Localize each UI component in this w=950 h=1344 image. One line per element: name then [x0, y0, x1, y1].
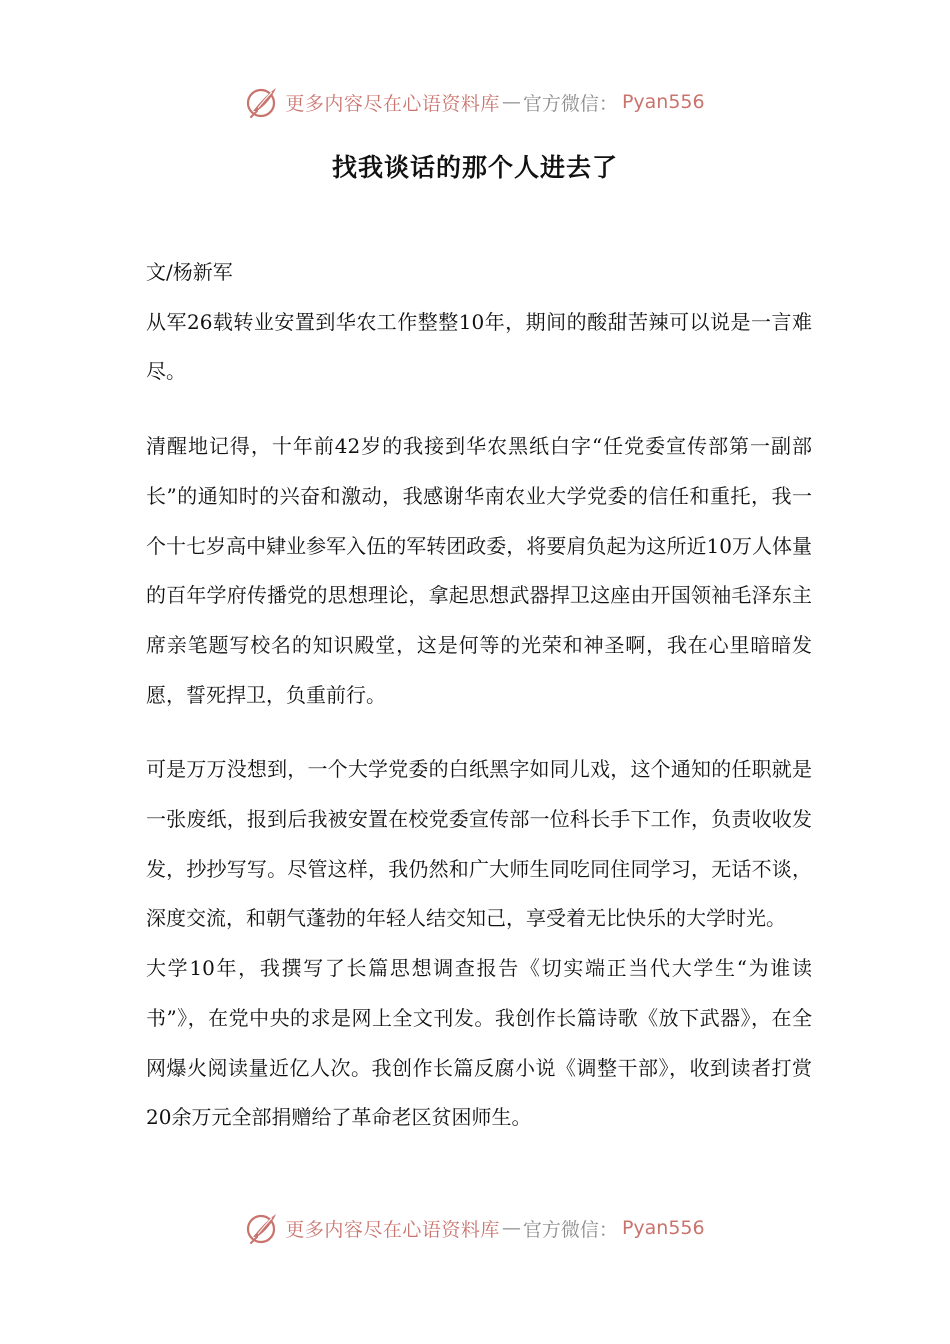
article-byline: 文/杨新军 — [146, 260, 233, 284]
banner-separator: — — [501, 91, 521, 113]
banner-main-text: 更多内容尽在心语资料库 — [285, 92, 500, 115]
footer-watermark-banner — [0, 1208, 950, 1248]
quill-pen-logo-icon — [245, 1210, 281, 1246]
banner-wechat-id: Pyan556 — [621, 91, 705, 113]
article-paragraph-1: 从军26载转业安置到华农工作整整10年，期间的酸甜苦辣可以说是一言难尽。 — [146, 309, 812, 384]
banner-wechat-label: 官方微信： — [522, 1218, 618, 1241]
banner-wechat-label: 官方微信： — [522, 92, 618, 115]
banner-separator: — — [501, 1217, 521, 1239]
banner-main-text: 更多内容尽在心语资料库 — [285, 1218, 500, 1241]
banner-wechat-id: Pyan556 — [621, 1217, 705, 1239]
article-body — [146, 248, 812, 1143]
header-watermark-banner — [0, 82, 950, 122]
article-paragraph-4: 大学10年，我撰写了长篇思想调查报告《切实端正当代大学生“为谁读书”》，在党中央的求是网上全文刊发。我创作长篇诗歌《放下武器》，在全网爆火阅读量近亿人次。我创作长篇反腐小说《调整干部》，收到读者打赏20余万元全部捐赠给了革命老区贫困师生。 — [146, 956, 812, 1130]
article-paragraph-2: 清醒地记得，十年前42岁的我接到华农黑纸白字“任党委宣传部第一副部长”的通知时的兴奋和激动，我感谢华南农业大学党委的信任和重托，我一个十七岁高中肄业参军入伍的军转团政委，将要肩负起为这所近10万人体量的百年学府传播党的思想理论，拿起思想武器捍卫这座由开国领袖毛泽东主席亲笔题写校名的知识殿堂，这是何等的光荣和神圣啊，我在心里暗暗发愿，誓死捍卫，负重前行。 — [146, 434, 812, 707]
quill-pen-logo-icon — [245, 84, 281, 120]
article-title: 找我谈话的那个人进去了 — [331, 153, 618, 182]
article-paragraph-3: 可是万万没想到，一个大学党委的白纸黑字如同儿戏，这个通知的任职就是一张废纸，报到后我被安置在校党委宣传部一位科长手下工作，负责收收发发，抄抄写写。尽管这样，我仍然和广大师生同吃同住同学习，无话不谈，深度交流，和朝气蓬勃的年轻人结交知己，享受着无比快乐的大学时光。 — [146, 757, 812, 931]
